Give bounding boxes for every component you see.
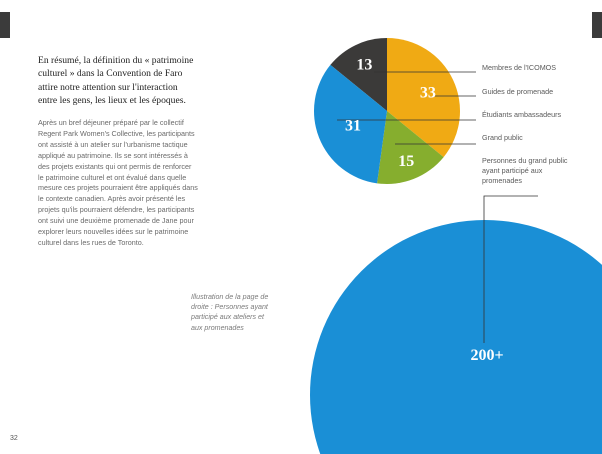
big-circle-grand-public	[310, 220, 602, 454]
legend-label-promenades: Personnes du grand public ayant participé aux promenades	[482, 156, 568, 185]
page-number-left: 32	[10, 435, 18, 442]
legend-label-etudiants: Étudiants ambassadeurs	[482, 110, 562, 119]
pie-value-guides: 33	[419, 84, 436, 102]
lead-paragraph: En résumé, la définition du « patrimoine culturel » dans la Convention de Faro attire notre attention sur l'interaction entre les gens, les lieux et les époques.	[38, 55, 194, 107]
pie-value-icomos: 13	[356, 56, 373, 74]
body-paragraph: Après un bref déjeuner préparé par le collectif Regent Park Women's Collective, les participants ont assisté à un atelier sur l'urbanisme tactique appliqué au patrimoine. Ils se sont intéressés à des projets existants qui ont permis de renforcer le patrimoine culturel et ont évalué dans quelle mesure ces projets pourraient être appliqués dans le contexte canadien. Après avoir présenté les projets qu'ils pourraient défendre, les participants ont suivi une deuxième promenade de Jane pour explorer leurs nouvelles idées sur le patrimoine culturel dans les rues de Toronto.	[38, 118, 198, 247]
legend-label-icomos: Membres de l'ICOMOS	[482, 63, 557, 72]
legend-label-grand-public: Grand public	[482, 133, 523, 142]
pie-value-grand-public: 31	[345, 117, 362, 135]
big-circle-value-label: 200+	[470, 347, 504, 364]
illustration-caption: Illustration de la page de droite : Personnes ayant participé aux ateliers et aux promenades	[191, 293, 269, 332]
pie-value-etudiants: 15	[398, 152, 415, 170]
legend-label-guides: Guides de promenade	[482, 87, 554, 96]
pie-chart	[314, 38, 460, 184]
